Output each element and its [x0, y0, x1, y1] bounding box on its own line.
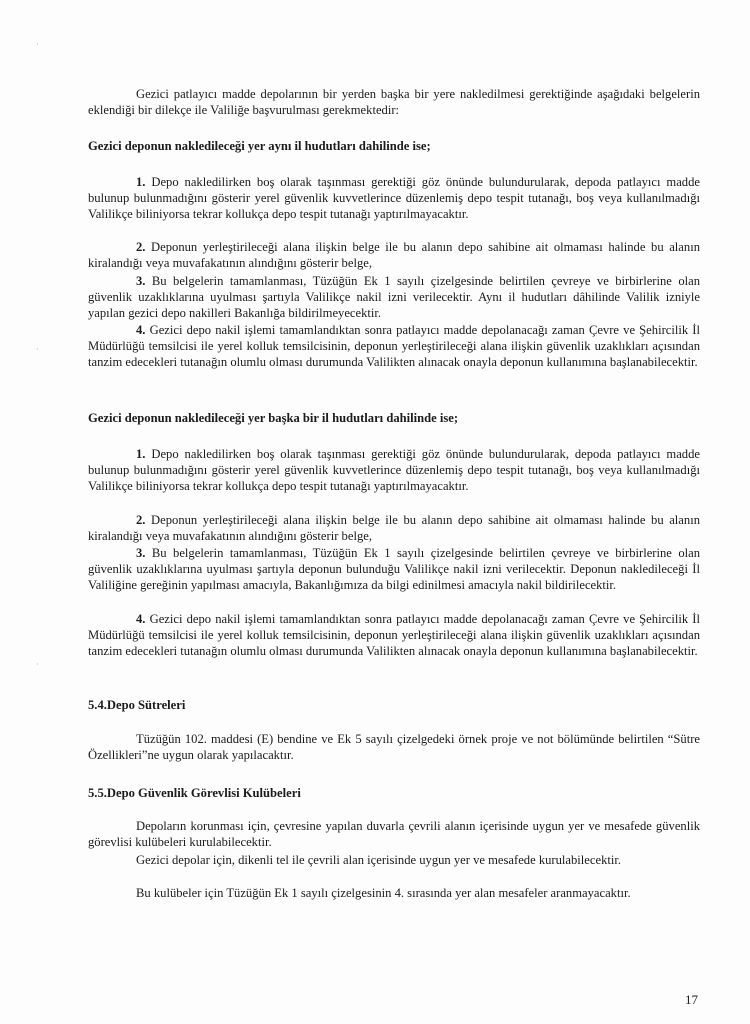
section55-paragraph-1: Depoların korunması için, çevresine yapılan duvarla çevrili alanın içerisinde uygun yer ve mesafede güvenlik görevlisi kulübeleri kurulabilecektir. [88, 819, 700, 850]
section2-item-3 [88, 545, 700, 594]
item-number: 4. [136, 612, 146, 626]
section2-item-4 [88, 611, 700, 660]
item-text: Depo nakledilirken boş olarak taşınması gerektiği göz önünde bulundurularak, depoda patlayıcı madde bulunup bulunmadığını gösterir yerel güvenlik kuvvetlerince düzenlemiş depo tespit tutanağı, boş veya kullanılmadığı Valilikçe biliniyorsa tekrar kollukça depo tespit tutanağı yaptırılmayacaktır. [88, 175, 700, 222]
section55-paragraph-2: Gezici depolar için, dikenli tel ile çevrili alan içerisinde uygun yer ve mesafede kurulabilecektir. [136, 853, 622, 867]
item-text: Gezici depo nakil işlemi tamamlandıktan sonra patlayıcı madde depolanacağı zaman Çevre ve Şehircilik İl Müdürlüğü temsilcisi ile yerel kolluk temsilcisinin, deponun yerleştirileceği alana ilişkin güvenlik uzaklıkları açısından tanzim edecekleri tutanağın olumlu olması durumunda Valilikten alınacak onayla deponun kullanımına başlanabilecektir. [88, 323, 700, 370]
item-number: 2. [136, 513, 146, 527]
item-text: Depo nakledilirken boş olarak taşınması gerektiği göz önünde bulundurularak, depoda patlayıcı madde bulunup bulunmadığını gösterir yerel güvenlik kuvvetlerince düzenlemiş depo tespit tutanağı, boş veya kullanılmadığı Valilikçe biliniyorsa tekrar kollukça depo tespit tutanağı yaptırılmayacaktır. [88, 447, 700, 494]
item-number: 4. [136, 323, 146, 337]
item-number: 3. [136, 546, 146, 560]
section55-paragraph-3: Bu kulübeler için Tüzüğün Ek 1 sayılı çizelgesinin 4. sırasında yer alan mesafeler aranmayacaktır. [136, 886, 631, 900]
item-number: 2. [136, 240, 146, 254]
section2-item-2 [88, 512, 700, 544]
section1-heading: Gezici deponun nakledileceği yer aynı il hudutları dahilinde ise; [88, 139, 431, 153]
item-text: Gezici depo nakil işlemi tamamlandıktan sonra patlayıcı madde depolanacağı zaman Çevre ve Şehircilik İl Müdürlüğü temsilcisi ile yerel kolluk temsilcisinin, deponun yerleştirileceği alana ilişkin güvenlik uzaklıkları açısından tanzim edecekleri tutanağın olumlu olması durumunda Valilikten alınacak onayla deponun kullanımına başlanabilecektir. [88, 612, 700, 659]
item-number: 1. [136, 447, 146, 461]
item-number: 3. [136, 274, 146, 288]
scan-mark: · [36, 40, 39, 50]
item-text: Deponun yerleştirileceği alana ilişkin belge ile bu alanın depo sahibine ait olmaması halinde bu alanın kiralandığı veya muvafakatının alındığını gösterir belge, [88, 240, 700, 271]
item-text: Deponun yerleştirileceği alana ilişkin belge ile bu alanın depo sahibine ait olmaması halinde bu alanın kiralandığı veya muvafakatının alındığını gösterir belge, [88, 513, 700, 544]
section54-paragraph: Tüzüğün 102. maddesi (E) bendine ve Ek 5 sayılı çizelgedeki örnek proje ve not bölümünde belirtilen “Sütre Özellikleri”ne uygun olarak yapılacaktır. [88, 732, 700, 763]
intro-paragraph: Gezici patlayıcı madde depolarının bir yerden başka bir yere nakledilmesi gerektiğinde aşağıdaki belgelerin eklendiği bir dilekçe ile Valiliğe başvurulması gerekmektedir: [88, 87, 700, 118]
item-text: Bu belgelerin tamamlanması, Tüzüğün Ek 1 sayılı çizelgesinde belirtilen çevreye ve birbirlerine olan güvenlik uzaklıklarına uyulması şartıyla deponun bulunduğu Valilikçe nakil izni verilecektir. Deponun nakledileceği İl Valiliğine gereğinin yapılması amacıyla, Bakanlığımıza da bilgi edinilmesi amacıyla nakil bildirilecektir. [88, 546, 701, 593]
page-number: 17 [685, 992, 698, 1007]
item-text: Bu belgelerin tamamlanması, Tüzüğün Ek 1 sayılı çizelgesinde belirtilen çevreye ve birbirlerine olan güvenlik uzaklıklarına uyulması şartıyla Valilikçe nakil izni verilecektir. Aynı il hudutları dâhilinde Valilik izniyle yapılan gezici depo nakilleri Bakanlığa bildirilmeyecektir. [88, 274, 701, 321]
section2-item-1 [88, 446, 700, 495]
section54-heading: 5.4.Depo Sütreleri [88, 698, 186, 712]
section1-item-2 [88, 239, 700, 271]
scan-mark: · [36, 345, 39, 355]
section1-item-1 [88, 174, 700, 223]
section55-heading: 5.5.Depo Güvenlik Görevlisi Kulübeleri [88, 786, 301, 800]
section1-item-3 [88, 273, 700, 322]
section1-item-4 [88, 322, 700, 371]
section2-heading: Gezici deponun nakledileceği yer başka bir il hudutları dahilinde ise; [88, 411, 459, 425]
item-number: 1. [136, 175, 146, 189]
scan-mark: · [36, 660, 39, 670]
